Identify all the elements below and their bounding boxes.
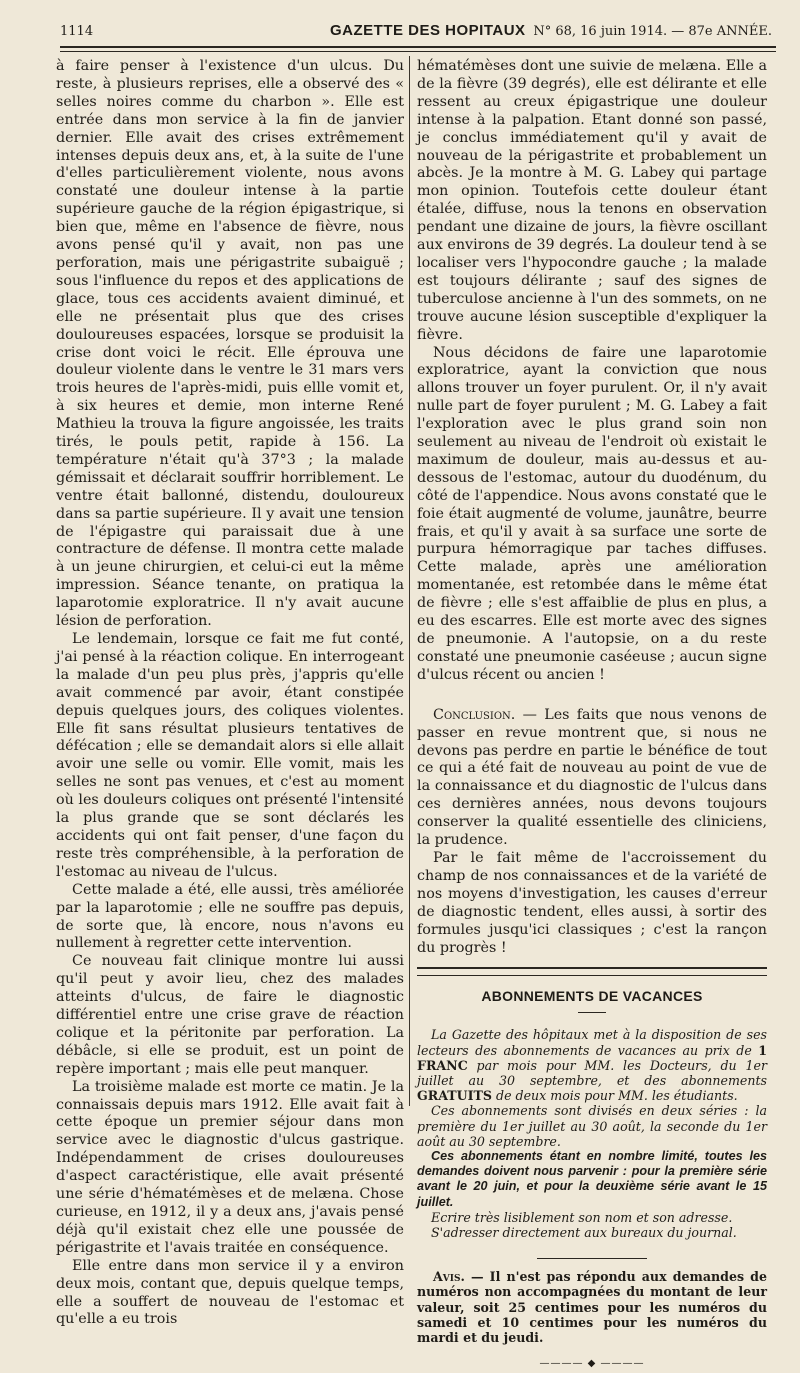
ornament: ———— ◆ ———— (539, 1358, 645, 1370)
journal-title: GAZETTE DES HOPITAUX (330, 22, 526, 39)
page-header (60, 22, 776, 48)
header-rule (60, 46, 776, 48)
abonnements-title: ABONNEMENTS DE VACANCES (481, 988, 703, 1005)
notice-paragraph: Ces abonnements sont divisés en deux séries : la première du 1er juillet au 30 août, la seconde du 1er août au 30 septembre. (417, 1103, 767, 1149)
avis-label: Avis. (433, 1269, 465, 1285)
notice-paragraph: La Gazette des hôpitaux met à la disposition de ses lecteurs des abonnements de vacances au prix de 1 FRANC par mois pour MM. les Docteurs, du 1er juillet au 30 septembre, et des abonnements GRATUITS de deux mois pour MM. les étudiants. (417, 1027, 767, 1104)
notice-paragraph-emphasis: Ces abonnements étant en nombre limité, toutes les demandes doivent nous parvenir : pour la première série avant le 20 juin, et pour la deuxième série avant le 15 juillet. (417, 1148, 767, 1209)
conclusion-label: Conclusion. (433, 706, 516, 723)
paragraph: Le lendemain, lorsque ce fait me fut conté, j'ai pensé à la réaction colique. En interrogeant la malade d'un peu plus près, j'appris qu'elle avait commencé par avoir, étant constipée depuis quelques jours, des coliques violentes. Elle fit sans résultat plusieurs tentatives de défécation ; elle se demandait alors si elle allait avoir une selle ou vomir. Elle vomit, mais les selles ne sont pas venues, et c'est au moment où les douleurs coliques ont présenté l'intensité la plus grande que se sont déclarés les accidents qui ont fait penser, d'une façon du reste très compréhensible, à la perforation de l'estomac au niveau de l'ulcus. (56, 631, 404, 880)
issue-info: N° 68, 16 juin 1914. — 87e ANNÉE. (533, 24, 772, 39)
paragraph: Elle entre dans mon service il y a environ deux mois, contant que, depuis quelque temps, elle a souffert de nouveau de l'estomac et qu'elle a eu trois (56, 1257, 404, 1328)
notice-paragraph: Ecrire très lisiblement son nom et son adresse. (431, 1209, 733, 1225)
paragraph: Ce nouveau fait clinique montre lui aussi qu'il peut y avoir lieu, chez des malades atteints d'ulcus, de faire le diagnostic différentiel entre une crise grave de réaction colique et la péritonite par perforation. La débâcle, si elle se produit, est un point de repère important ; mais elle peut manquer. (56, 953, 404, 1077)
paragraph: Par le fait même de l'accroissement du champ de nos connaissances et de la variété de nos moyens d'investigation, les causes d'erreur de diagnostic tendent, elles aussi, à sortir des formules jusqu'ici classiques ; c'est la rançon du progrès ! (417, 849, 767, 956)
avis-notice: Avis. — Il n'est pas répondu aux demandes de numéros non accompagnées du montant de leur valeur, soit 25 centimes pour les numéros du samedi et 10 centimes pour les numéros du mardi et du jeudi. (417, 1269, 767, 1345)
notice-divider (537, 1258, 647, 1259)
section-divider (417, 967, 767, 969)
paragraph: La troisième malade est morte ce matin. Je la connaissais depuis mars 1912. Elle avait fait à cette époque un premier séjour dans mon service avec le diagnostic d'ulcus gastrique. Indépendamment de crises douloureuses d'aspect caractéristique, elle avait présenté une série d'hématémèses et de melæna. Chose curieuse, en 1912, il y a deux ans, j'avais pensé déjà qu'il existait chez elle une poussée de périgastrite et l'avais traitée en conséquence. (56, 1078, 404, 1256)
notice-paragraph: S'adresser directement aux bureaux du journal. (431, 1224, 737, 1240)
paragraph: Cette malade a été, elle aussi, très améliorée par la laparotomie ; elle ne souffre pas depuis, de sorte que, là encore, nous n'avons eu nullement à regretter cette intervention. (56, 881, 404, 952)
paragraph: hématémèses dont une suivie de melæna. Elle a de la fièvre (39 degrés), elle est délirante et elle ressent au creux épigastrique une douleur intense à la palpation. Etant donné son passé, je conclus immédiatement qu'il y avait de nouveau de la périgastrite et probablement un abcès. Je la montre à M. G. Labey qui partage mon opinion. Toutefois cette douleur étant étalée, diffuse, nous la tenons en observation pendant une dizaine de jours, la fièvre oscillant aux environs de 39 degrés. La douleur tend à se localiser vers l'hypocondre gauche ; la malade est toujours délirante ; sauf des signes de tuberculose ancienne à l'un des sommets, on ne trouve aucune lésion susceptible d'expliquer la fièvre. (417, 58, 767, 343)
column-divider (409, 56, 410, 1106)
abonnements-notice (417, 1027, 767, 1240)
left-column (56, 58, 404, 1329)
page-number: 1114 (60, 24, 94, 39)
conclusion-text: — Les faits que nous venons de passer en revue montrent que, si nous ne devons pas perdre en partie le bénéfice de tout ce qui a été fait de nouveau au point de vue de la connaissance et du diagnostic de l'ulcus dans ces dernières années, nous devons toujours conserver la qualité essentielle des cliniciens, la prudence. (417, 706, 767, 849)
section-divider-thin (417, 975, 767, 976)
right-column (417, 58, 767, 1373)
paragraph: à faire penser à l'existence d'un ulcus. Du reste, à plusieurs reprises, elle a observé des « selles noires comme du charbon ». Elle est entrée dans mon service à la fin de janvier dernier. Elle avait des crises extrêmement intenses depuis deux ans, et, à la suite de l'une d'elles particulièrement violente, nous avons constaté une douleur intense à la partie supérieure gauche de la région épigastrique, si bien que, même en l'absence de fièvre, nous avons pensé qu'il y avait, non pas une perforation, mais une périgastrite subaiguë ; sous l'influence du repos et des applications de glace, tous ces accidents avaient diminué, et elle ne présentait plus que des crises douloureuses espacées, lorsque se produisit la crise dont voici le récit. Elle éprouva une douleur violente dans le ventre le 31 mars vers trois heures de l'après-midi, puis ellle vomit et, à six heures et demie, mon interne René Mathieu la trouva la figure angoissée, les traits tirés, le pouls petit, rapide à 156. La température n'était qu'à 37°3 ; la malade gémissait et déclarait souffrir horriblement. Le ventre était ballonné, distendu, douloureux dans sa partie supérieure. Il y avait une tension de l'épigastre qui paraissait due à une contracture de défense. Il montra cette malade à un jeune chirurgien, et celui-ci eut la même impression. Séance tenante, on pratiqua la laparotomie exploratrice. Il n'y avait aucune lésion de perforation. (56, 58, 404, 630)
paragraph: Nous décidons de faire une laparotomie exploratrice, ayant la conviction que nous allons trouver un foyer purulent. Or, il n'y avait nulle part de foyer purulent ; M. G. Labey a fait l'exploration avec le plus grand soin non seulement au niveau de l'endroit où existait le maximum de douleur, mais au-dessus et au-dessous de l'estomac, autour du duodénum, du côté de l'appendice. Nous avons constaté que le foie était augmenté de volume, jaunâtre, beurre frais, et qu'il y avait à sa surface une sorte de purpura hémorragique par taches diffuses. Cette malade, après une amélioration momentanée, est retombée dans le même état de fièvre ; elle s'est affaiblie de plus en plus, a eu des escarres. Elle est morte avec des signes de pneumonie. A l'autopsie, on a du reste constaté une pneumonie caséeuse ; aucun signe d'ulcus récent ou ancien ! (417, 344, 767, 683)
title-rule (578, 1012, 606, 1013)
header-rule-thin (60, 51, 776, 52)
conclusion-paragraph (417, 707, 767, 850)
